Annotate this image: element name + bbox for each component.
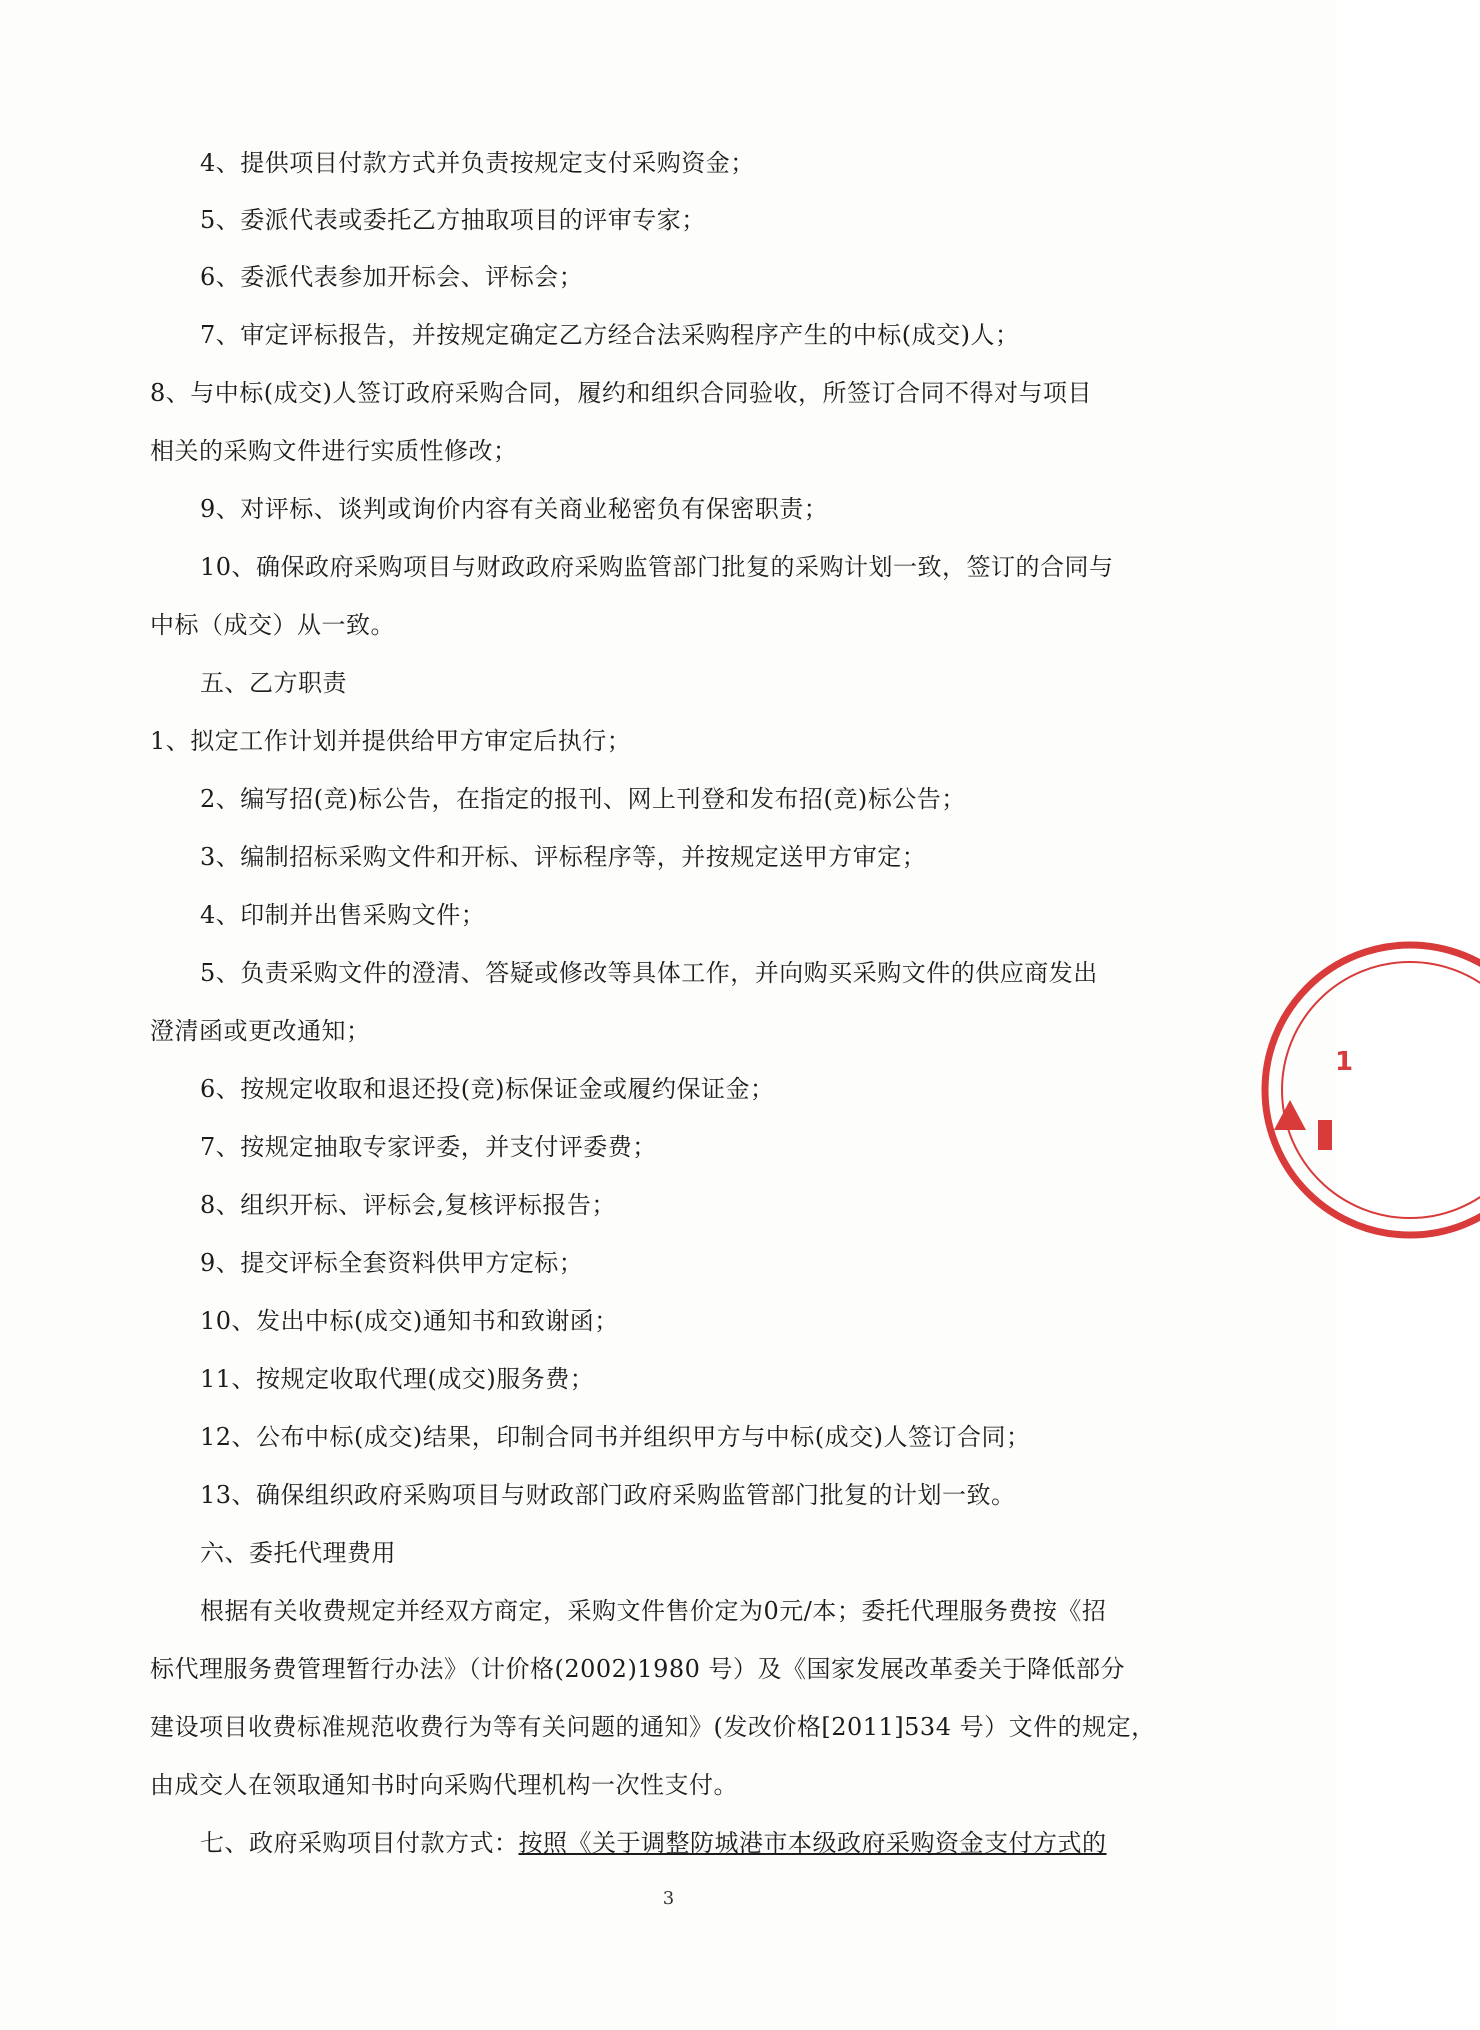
obligation-b-2: 2、编写招(竞)标公告，在指定的报刊、网上刊登和发布招(竞)标公告；	[200, 785, 966, 813]
page-number: 3	[662, 1888, 675, 1909]
obligation-b-11: 11、按规定收取代理(成交)服务费；	[200, 1365, 595, 1393]
section-heading-6: 六、委托代理费用	[200, 1539, 396, 1567]
obligation-b-10: 10、发出中标(成交)通知书和致谢函；	[200, 1307, 619, 1335]
obligation-a-5: 5、委派代表或委托乙方抽取项目的评审专家；	[200, 206, 706, 234]
obligation-b-3: 3、编制招标采购文件和开标、评标程序等，并按规定送甲方审定；	[200, 843, 927, 871]
section-heading-5: 五、乙方职责	[200, 669, 347, 697]
stamp-text: 1	[1335, 1047, 1354, 1077]
payment-method-underlined: 按照《关于调整防城港市本级政府采购资金支付方式的	[518, 1829, 1107, 1857]
obligation-a-4: 4、提供项目付款方式并负责按规定支付采购资金；	[200, 149, 755, 177]
section-heading-7: 七、政府采购项目付款方式：	[200, 1829, 519, 1857]
fee-paragraph-line-3: 建设项目收费标准规范收费行为等有关问题的通知》(发改价格[2011]534 号）文件的规定，	[150, 1713, 1156, 1741]
obligation-a-10-cont: 中标（成交）从一致。	[150, 611, 395, 639]
obligation-a-10: 10、确保政府采购项目与财政政府采购监管部门批复的采购计划一致，签订的合同与	[200, 553, 1114, 581]
obligation-b-5-cont: 澄清函或更改通知；	[150, 1017, 371, 1045]
obligation-b-13: 13、确保组织政府采购项目与财政部门政府采购监管部门批复的计划一致。	[200, 1481, 1016, 1509]
obligation-b-1: 1、拟定工作计划并提供给甲方审定后执行；	[150, 727, 632, 755]
fee-paragraph-line-4: 由成交人在领取通知书时向采购代理机构一次性支付。	[150, 1771, 738, 1799]
obligation-b-7: 7、按规定抽取专家评委，并支付评委费；	[200, 1133, 657, 1161]
obligation-a-7: 7、审定评标报告，并按规定确定乙方经合法采购程序产生的中标(成交)人；	[200, 321, 1020, 349]
obligation-a-8-cont: 相关的采购文件进行实质性修改；	[150, 437, 518, 465]
red-seal-icon	[1240, 930, 1480, 1250]
obligation-b-9: 9、提交评标全套资料供甲方定标；	[200, 1249, 584, 1277]
obligation-b-12: 12、公布中标(成交)结果，印制合同书并组织甲方与中标(成交)人签订合同；	[200, 1423, 1031, 1451]
obligation-b-8: 8、组织开标、评标会,复核评标报告；	[200, 1191, 616, 1219]
obligation-b-6: 6、按规定收取和退还投(竞)标保证金或履约保证金；	[200, 1075, 775, 1103]
obligation-a-6: 6、委派代表参加开标会、评标会；	[200, 263, 584, 291]
obligation-a-9: 9、对评标、谈判或询价内容有关商业秘密负有保密职责；	[200, 495, 829, 523]
fee-paragraph-line-2: 标代理服务费管理暂行办法》（计价格(2002)1980 号）及《国家发展改革委关于降低部分	[150, 1655, 1126, 1683]
obligation-a-8: 8、与中标(成交)人签订政府采购合同，履约和组织合同验收，所签订合同不得对与项目	[150, 379, 1092, 407]
fee-paragraph-line-1: 根据有关收费规定并经双方商定，采购文件售价定为0元/本；委托代理服务费按《招	[200, 1597, 1107, 1625]
obligation-b-4: 4、印制并出售采购文件；	[200, 901, 486, 929]
payment-method-line	[200, 1828, 1107, 1858]
obligation-b-5: 5、负责采购文件的澄清、答疑或修改等具体工作，并向购买采购文件的供应商发出	[200, 959, 1098, 987]
